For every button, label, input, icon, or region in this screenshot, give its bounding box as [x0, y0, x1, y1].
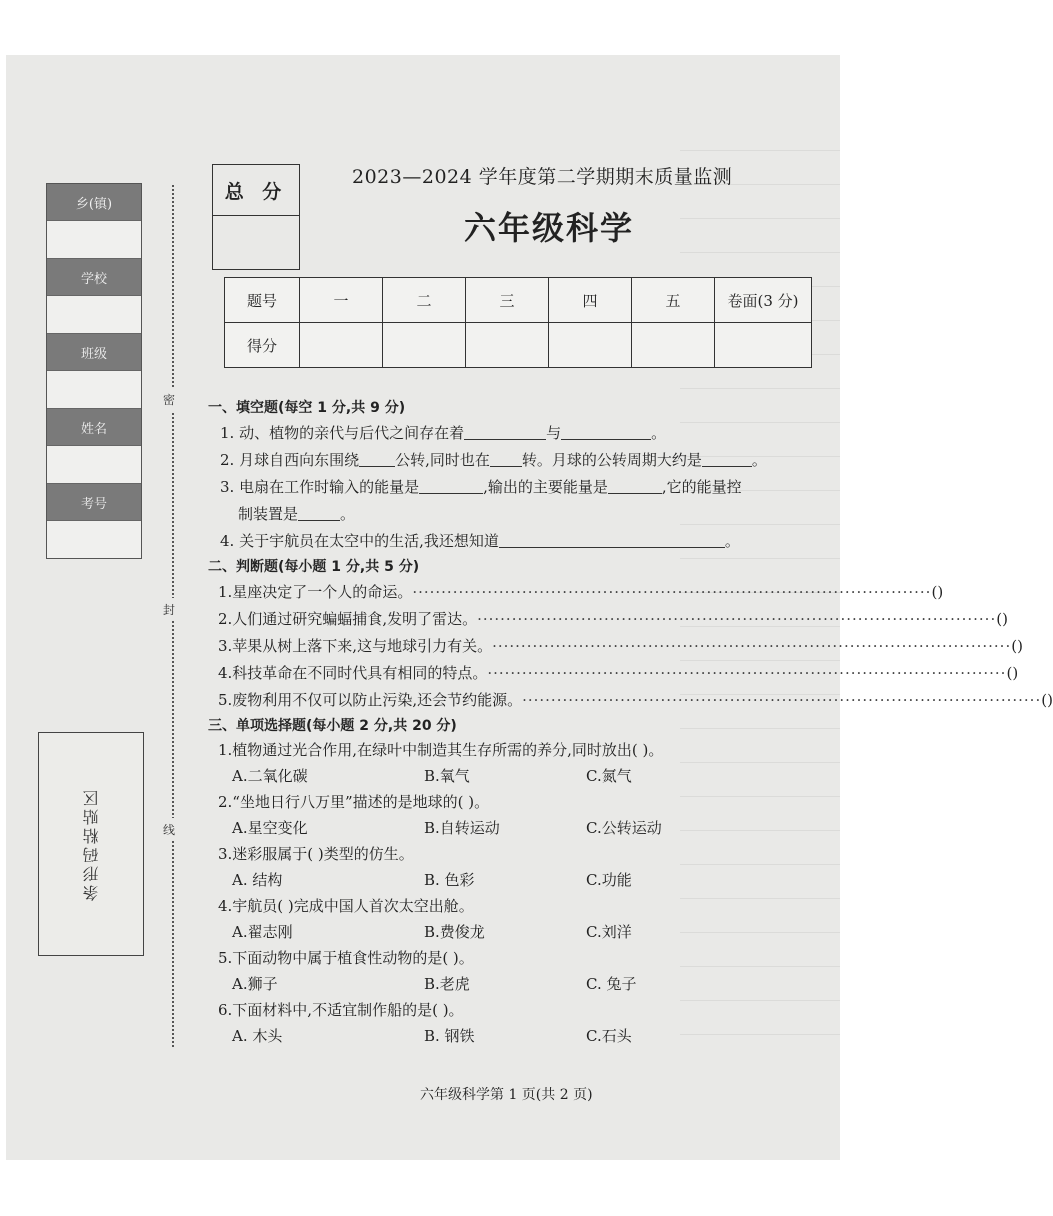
score-cell[interactable] — [632, 323, 715, 368]
judge-question-4: 4.科技革命在不同时代具有相同的特点。 ·························································································· ( ) — [208, 660, 828, 687]
fill-question-4: 4. 关于宇航员在太空中的生活,我还想知道 。 — [220, 532, 740, 550]
choice-question-4: 4.宇航员( )完成中国人首次太空出舱。 — [218, 897, 474, 915]
choice-option[interactable]: A. 结构 — [232, 871, 283, 889]
fill-question-2: 2. 月球自西向东围绕 公转,同时也在 转。月球的公转周期大约是 。 — [220, 451, 767, 469]
field-label-town: 乡(镇) — [47, 184, 141, 221]
field-input-class[interactable] — [47, 371, 141, 409]
choice-option[interactable]: C.刘洋 — [586, 923, 632, 941]
score-cell[interactable] — [300, 323, 383, 368]
choice-options-5 — [208, 970, 828, 998]
field-input-town[interactable] — [47, 221, 141, 259]
choice-option[interactable]: A.星空变化 — [232, 819, 308, 837]
choice-option[interactable]: C.石头 — [586, 1027, 632, 1045]
seal-char-xian: 线 — [163, 818, 175, 841]
choice-question-5: 5.下面动物中属于植食性动物的是( )。 — [218, 949, 474, 967]
question-content — [208, 396, 1053, 1050]
judge-question-5: 5.废物利用不仅可以防止污染,还会节约能源。 ·························································································· ( ) — [208, 687, 828, 714]
field-input-exam-number[interactable] — [47, 521, 141, 558]
subject-title: 六年级科学 — [464, 209, 635, 247]
answer-blank[interactable] — [490, 450, 522, 467]
answer-blank[interactable] — [702, 450, 752, 467]
choice-option[interactable]: C.氮气 — [586, 767, 632, 785]
score-table-header-cell: 二 — [383, 278, 466, 323]
choice-option[interactable]: B.费俊龙 — [424, 923, 485, 941]
answer-parentheses[interactable]: ( ) — [996, 610, 1008, 628]
choice-options-3 — [208, 866, 828, 894]
score-table-header-cell: 五 — [632, 278, 715, 323]
choice-option[interactable]: A.二氧化碳 — [232, 767, 308, 785]
field-label-name: 姓名 — [47, 409, 141, 446]
choice-option[interactable]: C.公转运动 — [586, 819, 662, 837]
score-cell[interactable] — [466, 323, 549, 368]
answer-blank[interactable] — [419, 477, 483, 494]
choice-options-2 — [208, 814, 828, 842]
choice-option[interactable]: A.狮子 — [232, 975, 278, 993]
choice-option[interactable]: C.功能 — [586, 871, 632, 889]
answer-blank[interactable] — [608, 477, 662, 494]
page-footer: 六年级科学第 1 页(共 2 页) — [420, 1087, 593, 1103]
choice-question-6: 6.下面材料中,不适宜制作船的是( )。 — [218, 1001, 464, 1019]
judge-question-2: 2.人们通过研究蝙蝠捕食,发明了雷达。 ·························································································· ( ) — [208, 606, 828, 633]
answer-blank[interactable] — [359, 450, 395, 467]
score-table-header-row — [225, 278, 812, 323]
score-cell[interactable] — [383, 323, 466, 368]
score-table-row-label: 得分 — [225, 323, 300, 368]
score-table-header-cell: 一 — [300, 278, 383, 323]
score-table-header-cell: 题号 — [225, 278, 300, 323]
choice-option[interactable]: A.翟志刚 — [232, 923, 293, 941]
fill-question-3: 3. 电扇在工作时输入的能量是 ,输出的主要能量是 ,它的能量控 — [220, 478, 742, 496]
choice-option[interactable]: B. 钢铁 — [424, 1027, 475, 1045]
judge-question-3: 3.苹果从树上落下来,这与地球引力有关。 ·························································································· ( ) — [208, 633, 828, 660]
barcode-label: 条形码粘贴区 — [81, 787, 101, 901]
fill-question-1: 1. 动、植物的亲代与后代之间存在着 与 。 — [220, 424, 667, 442]
answer-blank[interactable] — [499, 531, 725, 548]
choice-option[interactable]: A. 木头 — [232, 1027, 283, 1045]
total-score-label: 总 分 — [213, 165, 299, 216]
choice-question-1: 1.植物通过光合作用,在绿叶中制造其生存所需的养分,同时放出( )。 — [218, 741, 664, 759]
choice-option[interactable]: B. 色彩 — [424, 871, 475, 889]
fill-question-3-continued: 制装置是 。 — [238, 505, 356, 523]
exam-title: 2023—2024 学年度第二学期期末质量监测 — [352, 166, 733, 188]
choice-options-1 — [208, 762, 828, 790]
choice-question-3: 3.迷彩服属于( )类型的仿生。 — [218, 845, 414, 863]
answer-blank[interactable] — [298, 504, 340, 521]
seal-char-feng: 封 — [163, 598, 175, 621]
score-table-header-cell: 四 — [549, 278, 632, 323]
answer-parentheses[interactable]: ( ) — [1006, 664, 1019, 682]
answer-parentheses[interactable]: ( ) — [1041, 691, 1053, 709]
section-title-multiple-choice: 三、单项选择题(每小题 2 分,共 20 分) — [208, 718, 457, 734]
score-table-score-row — [225, 323, 812, 368]
barcode-area — [38, 732, 144, 956]
section-title-true-false: 二、判断题(每小题 1 分,共 5 分) — [208, 559, 420, 575]
score-table-header-cell: 三 — [466, 278, 549, 323]
student-info-column — [46, 183, 142, 559]
field-input-name[interactable] — [47, 446, 141, 484]
judge-question-1: 1.星座决定了一个人的命运。 ·························································································· ( ) — [208, 579, 828, 606]
answer-parentheses[interactable]: ( ) — [931, 583, 944, 601]
section-title-fill-blank: 一、填空题(每空 1 分,共 9 分) — [208, 400, 406, 416]
choice-option[interactable]: B.老虎 — [424, 975, 470, 993]
choice-option[interactable]: C. 兔子 — [586, 975, 637, 993]
seal-char-mi: 密 — [163, 388, 175, 411]
field-label-school: 学校 — [47, 259, 141, 296]
choice-option[interactable]: B.自转运动 — [424, 819, 500, 837]
choice-options-4 — [208, 918, 828, 946]
answer-parentheses[interactable]: ( ) — [1011, 637, 1023, 655]
field-input-school[interactable] — [47, 296, 141, 334]
score-cell[interactable] — [715, 323, 812, 368]
score-cell[interactable] — [549, 323, 632, 368]
choice-option[interactable]: B.氧气 — [424, 767, 470, 785]
score-table-header-cell: 卷面(3 分) — [715, 278, 812, 323]
answer-blank[interactable] — [464, 423, 546, 440]
field-label-exam-number: 考号 — [47, 484, 141, 521]
total-score-box — [212, 164, 300, 270]
choice-question-2: 2.“坐地日行八万里”描述的是地球的( )。 — [218, 793, 490, 811]
score-table — [224, 277, 812, 368]
field-label-class: 班级 — [47, 334, 141, 371]
choice-options-6 — [208, 1022, 828, 1050]
answer-blank[interactable] — [561, 423, 651, 440]
